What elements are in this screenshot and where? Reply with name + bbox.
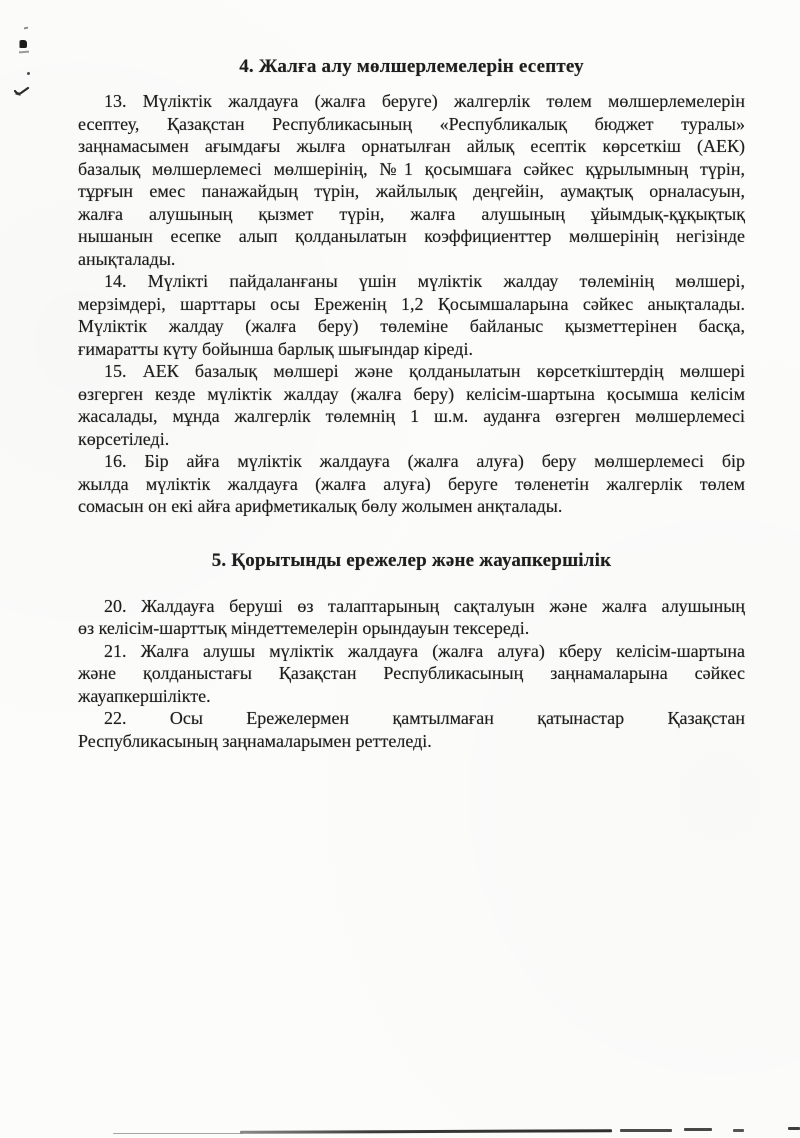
section-5 xyxy=(78,550,745,753)
text-line: есептеу, Қазақстан Республикасының «Республикалық бюджет туралы» xyxy=(78,113,745,134)
scan-edge-line-dash xyxy=(733,1129,744,1132)
scan-edge-line-dash xyxy=(620,1129,672,1132)
paragraph-16 xyxy=(78,450,745,518)
text-line: ғимаратты күту бойынша барлық шығындар кіреді. xyxy=(78,338,473,359)
text-line: базалық мөлшерлемесі мөлшерінің, №1 қосымшаға сәйкес құрылымның түрін, xyxy=(78,158,745,179)
scan-edge-line xyxy=(240,1129,612,1134)
paragraph-20 xyxy=(78,595,745,640)
text-line: мерзімдері, шарттары осы Ереженің 1,2 Қосымшаларына сәйкес анықталады. xyxy=(78,293,745,314)
text-line: жасалады, мұнда жалгерлік төлемнің 1 ш.м. ауданға өзгерген мөлшерлемесі xyxy=(78,406,745,426)
paragraph-14 xyxy=(78,270,745,360)
text-line: сомасын он екі айға арифметикалық бөлу жолымен анқталады. xyxy=(78,496,563,516)
text-line: жалға алушының қызмет түрін, жалға алушының ұйымдық-құқықтық xyxy=(78,203,745,224)
ink-speck xyxy=(24,27,28,30)
text-line: жауапкершілікте. xyxy=(78,685,211,706)
text-line: көрсетіледі. xyxy=(78,428,170,449)
pen-tick-mark xyxy=(14,84,30,97)
text-line: тұрғын емес панажайдың түрін, жайлылық деңгейін, аумақтық орналасуын, xyxy=(78,181,745,201)
paragraph-13 xyxy=(78,90,745,270)
text-line: заңнамасымен ағымдағы жылға орнатылған айлық есептік көрсеткіш (АЕК) xyxy=(78,136,745,156)
text-line: 22. Осы Ережелермен қамтылмаған қатынастар Қазақстан xyxy=(104,708,745,728)
text-line: 20. Жалдауға беруші өз талаптарының сақталуын және жалға алушының xyxy=(104,595,745,616)
text-line: 13. Мүліктік жалдауға (жалға беруге) жалгерлік төлем мөлшерлемелерін xyxy=(104,91,745,111)
text-line: 21. Жалға алушы мүліктік жалдауға (жалға алуға) кберу келісім-шартына xyxy=(104,640,745,661)
text-line: Республикасының заңнамаларымен реттеледі. xyxy=(78,730,432,751)
scan-edge-line-dash xyxy=(788,1127,800,1130)
ink-blot xyxy=(20,40,27,48)
section-4-paragraphs xyxy=(78,90,745,518)
ink-dot xyxy=(27,72,30,75)
scan-edge-line xyxy=(113,1133,243,1134)
text-line: және қолданыстағы Қазақстан Республикасының заңнамаларына сәйкес xyxy=(78,663,745,683)
text-line: 16. Бір айға мүліктік жалдауға (жалға алуға) беру мөлшерлемесі бір xyxy=(104,451,745,471)
section-4-heading: 4. Жалға алу мөлшерлемелерін есептеу xyxy=(239,56,584,77)
paragraph-22 xyxy=(78,707,745,752)
scan-edge-line-dash xyxy=(684,1128,712,1131)
ink-smudge xyxy=(19,51,29,54)
paragraph-15 xyxy=(78,360,745,450)
text-line: өз келісім-шарттық міндеттемелерін орындауын тексереді. xyxy=(78,618,530,638)
text-line: анықталады. xyxy=(78,248,176,269)
text-line: өзгерген кезде мүліктік жалдау (жалға беру) келісім-шартына қосымша келісім xyxy=(78,383,745,404)
text-line: Мүліктік жалдау (жалға беру) төлеміне байланыс қызметтерінен басқа, xyxy=(78,316,745,336)
text-line: 15. АЕК базалық мөлшері және қолданылатын көрсеткіштердің мөлшері xyxy=(104,361,745,381)
document-text-block xyxy=(78,56,745,752)
text-line: нышанын есепке алып қолданылатын коэффициенттер мөлшерінің негізінде xyxy=(78,226,745,246)
section-5-paragraphs xyxy=(78,595,745,753)
paragraph-21 xyxy=(78,640,745,708)
section-5-heading: 5. Қорытынды ережелер және жауапкершілік xyxy=(211,549,612,571)
section-4 xyxy=(78,56,745,518)
text-line: 14. Мүлікті пайдаланғаны үшін мүліктік жалдау төлемінің мөлшері, xyxy=(104,271,745,291)
text-line: жылда мүліктік жалдауға (жалға алуға) беруге төленетін жалгерлік төлем xyxy=(78,473,745,494)
